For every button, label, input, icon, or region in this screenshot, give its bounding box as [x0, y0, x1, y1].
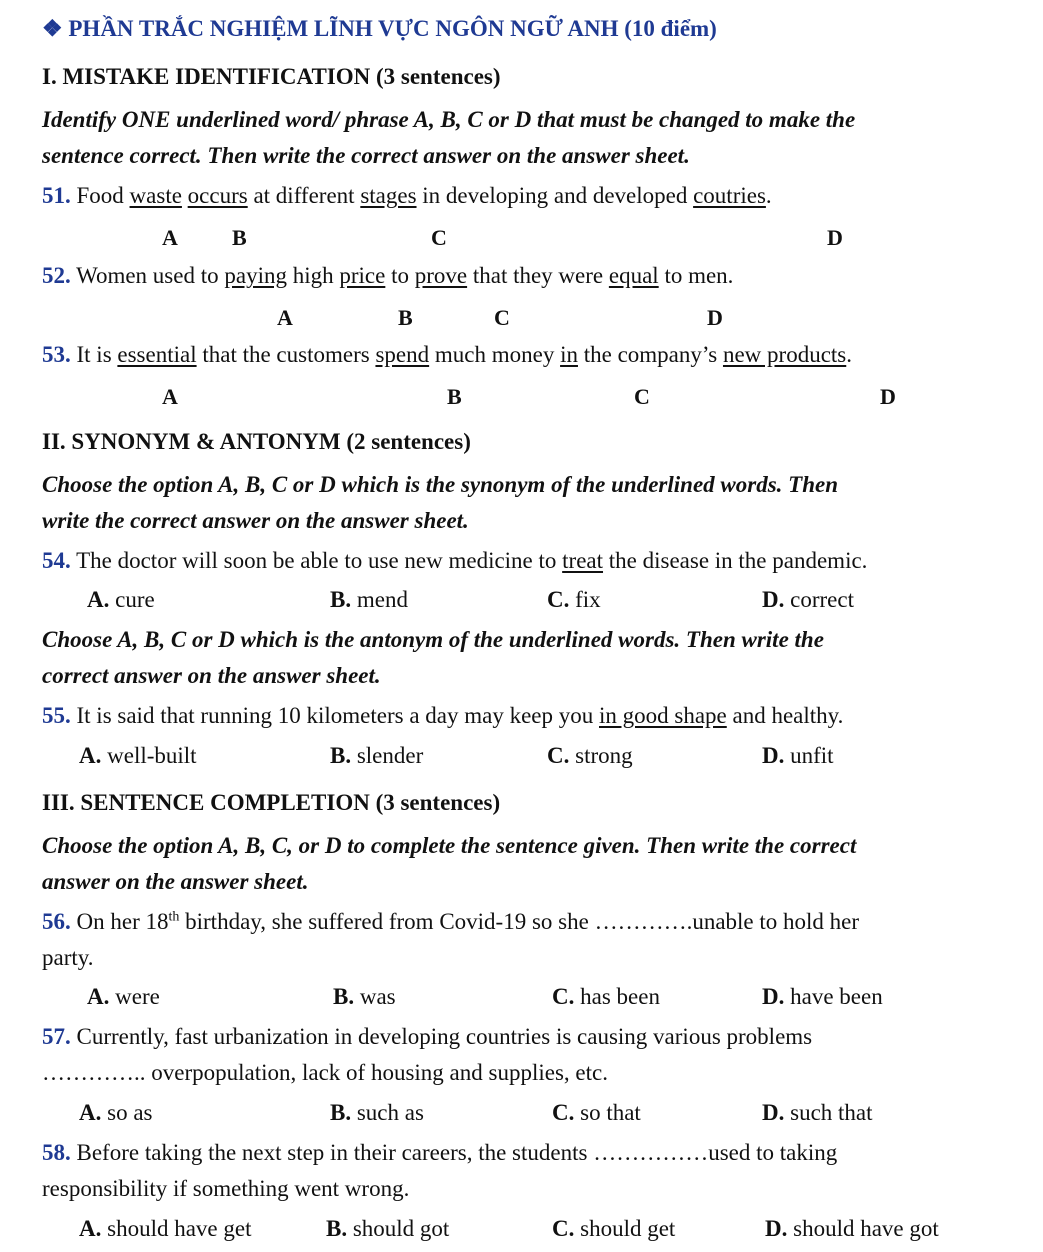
question-53: 53. It is essential that the customers spend much money in the company’s new products.	[42, 342, 852, 367]
option-d[interactable]: D. unfit	[762, 743, 834, 768]
label-d: D	[707, 305, 723, 330]
option-b[interactable]: B. was	[333, 984, 396, 1009]
option-d[interactable]: D. should have got	[765, 1216, 939, 1241]
header-title: PHẦN TRẮC NGHIỆM LĨNH VỰC NGÔN NGỮ ANH (10 điểm)	[68, 16, 717, 41]
diamond-bullet-icon: ❖	[42, 16, 63, 41]
option-b[interactable]: B. should got	[326, 1216, 450, 1241]
question-57-continuation: ………….. overpopulation, lack of housing and supplies, etc.	[42, 1060, 608, 1085]
question-57: 57. Currently, fast urbanization in developing countries is causing various problems	[42, 1024, 813, 1049]
underlined-word: treat	[562, 548, 604, 573]
question-52: 52. Women used to paying high price to prove that they were equal to men.	[42, 263, 734, 288]
option-a[interactable]: A. cure	[87, 587, 155, 612]
underlined-d: equal	[608, 263, 659, 288]
underlined-a: waste	[129, 183, 182, 208]
option-b[interactable]: B. mend	[330, 587, 408, 612]
question-56: 56. On her 18th birthday, she suffered from Covid-19 so she ………….unable to hold her	[42, 909, 860, 934]
option-c[interactable]: C. has been	[552, 984, 660, 1009]
question-number: 58.	[42, 1140, 71, 1165]
option-d[interactable]: D. have been	[762, 984, 883, 1009]
question-58-continuation: responsibility if something went wrong.	[42, 1176, 410, 1201]
option-c[interactable]: C. so that	[552, 1100, 641, 1125]
option-c[interactable]: C. fix	[547, 587, 601, 612]
option-b[interactable]: B. such as	[330, 1100, 424, 1125]
underlined-c: prove	[414, 263, 468, 288]
option-b[interactable]: B. slender	[330, 743, 424, 768]
section-1-title: I. MISTAKE IDENTIFICATION (3 sentences)	[42, 64, 501, 89]
underlined-a: essential	[117, 342, 197, 367]
underlined-phrase: in good shape	[599, 703, 727, 728]
question-58: 58. Before taking the next step in their careers, the students ……………used to taking	[42, 1140, 838, 1165]
underlined-b: spend	[375, 342, 430, 367]
label-c: C	[431, 225, 447, 250]
label-a: A	[277, 305, 293, 330]
section-2-title: II. SYNONYM & ANTONYM (2 sentences)	[42, 429, 471, 454]
label-b: B	[447, 384, 462, 409]
question-number: 53.	[42, 342, 71, 367]
question-number: 52.	[42, 263, 71, 288]
option-a[interactable]: A. well-built	[79, 743, 197, 768]
section-2-instruction-line-3: Choose A, B, C or D which is the antonym of the underlined words. Then write the	[42, 627, 824, 652]
section-3-title: III. SENTENCE COMPLETION (3 sentences)	[42, 790, 501, 815]
label-b: B	[232, 225, 247, 250]
section-2-instruction-line-4: correct answer on the answer sheet.	[42, 663, 381, 688]
question-55: 55. It is said that running 10 kilometers a day may keep you in good shape and healthy.	[42, 703, 844, 728]
question-number: 55.	[42, 703, 71, 728]
option-a[interactable]: A. so as	[79, 1100, 153, 1125]
question-number: 57.	[42, 1024, 71, 1049]
underlined-b: price	[339, 263, 386, 288]
label-c: C	[494, 305, 510, 330]
label-b: B	[398, 305, 413, 330]
question-number: 51.	[42, 183, 71, 208]
question-56-continuation: party.	[42, 945, 94, 970]
label-d: D	[880, 384, 896, 409]
label-d: D	[827, 225, 843, 250]
question-number: 56.	[42, 909, 71, 934]
underlined-c: stages	[360, 183, 417, 208]
section-2-instruction-line-2: write the correct answer on the answer sheet.	[42, 508, 469, 533]
label-a: A	[162, 384, 178, 409]
underlined-d: coutries	[693, 183, 766, 208]
underlined-d: new products	[722, 342, 847, 367]
question-54: 54. The doctor will soon be able to use new medicine to treat the disease in the pandemic.	[42, 548, 868, 573]
section-2-instruction-line-1: Choose the option A, B, C or D which is the synonym of the underlined words. Then	[42, 472, 838, 497]
underlined-c: in	[560, 342, 578, 367]
question-51: 51. Food waste occurs at different stages in developing and developed coutries.	[42, 183, 772, 208]
label-a: A	[162, 225, 178, 250]
underlined-a: paying	[224, 263, 287, 288]
page-header	[42, 16, 717, 42]
option-a[interactable]: A. were	[87, 984, 160, 1009]
option-d[interactable]: D. such that	[762, 1100, 873, 1125]
question-number: 54.	[42, 548, 71, 573]
option-c[interactable]: C. strong	[547, 743, 633, 768]
option-d[interactable]: D. correct	[762, 587, 854, 612]
section-3-instruction-line-2: answer on the answer sheet.	[42, 869, 309, 894]
section-1-instruction-line-1: Identify ONE underlined word/ phrase A, B, C or D that must be changed to make the	[42, 107, 856, 132]
label-c: C	[634, 384, 650, 409]
underlined-b: occurs	[187, 183, 248, 208]
option-a[interactable]: A. should have get	[79, 1216, 252, 1241]
option-c[interactable]: C. should get	[552, 1216, 676, 1241]
section-3-instruction-line-1: Choose the option A, B, C, or D to complete the sentence given. Then write the correct	[42, 833, 857, 858]
section-1-instruction-line-2: sentence correct. Then write the correct answer on the answer sheet.	[42, 143, 690, 168]
